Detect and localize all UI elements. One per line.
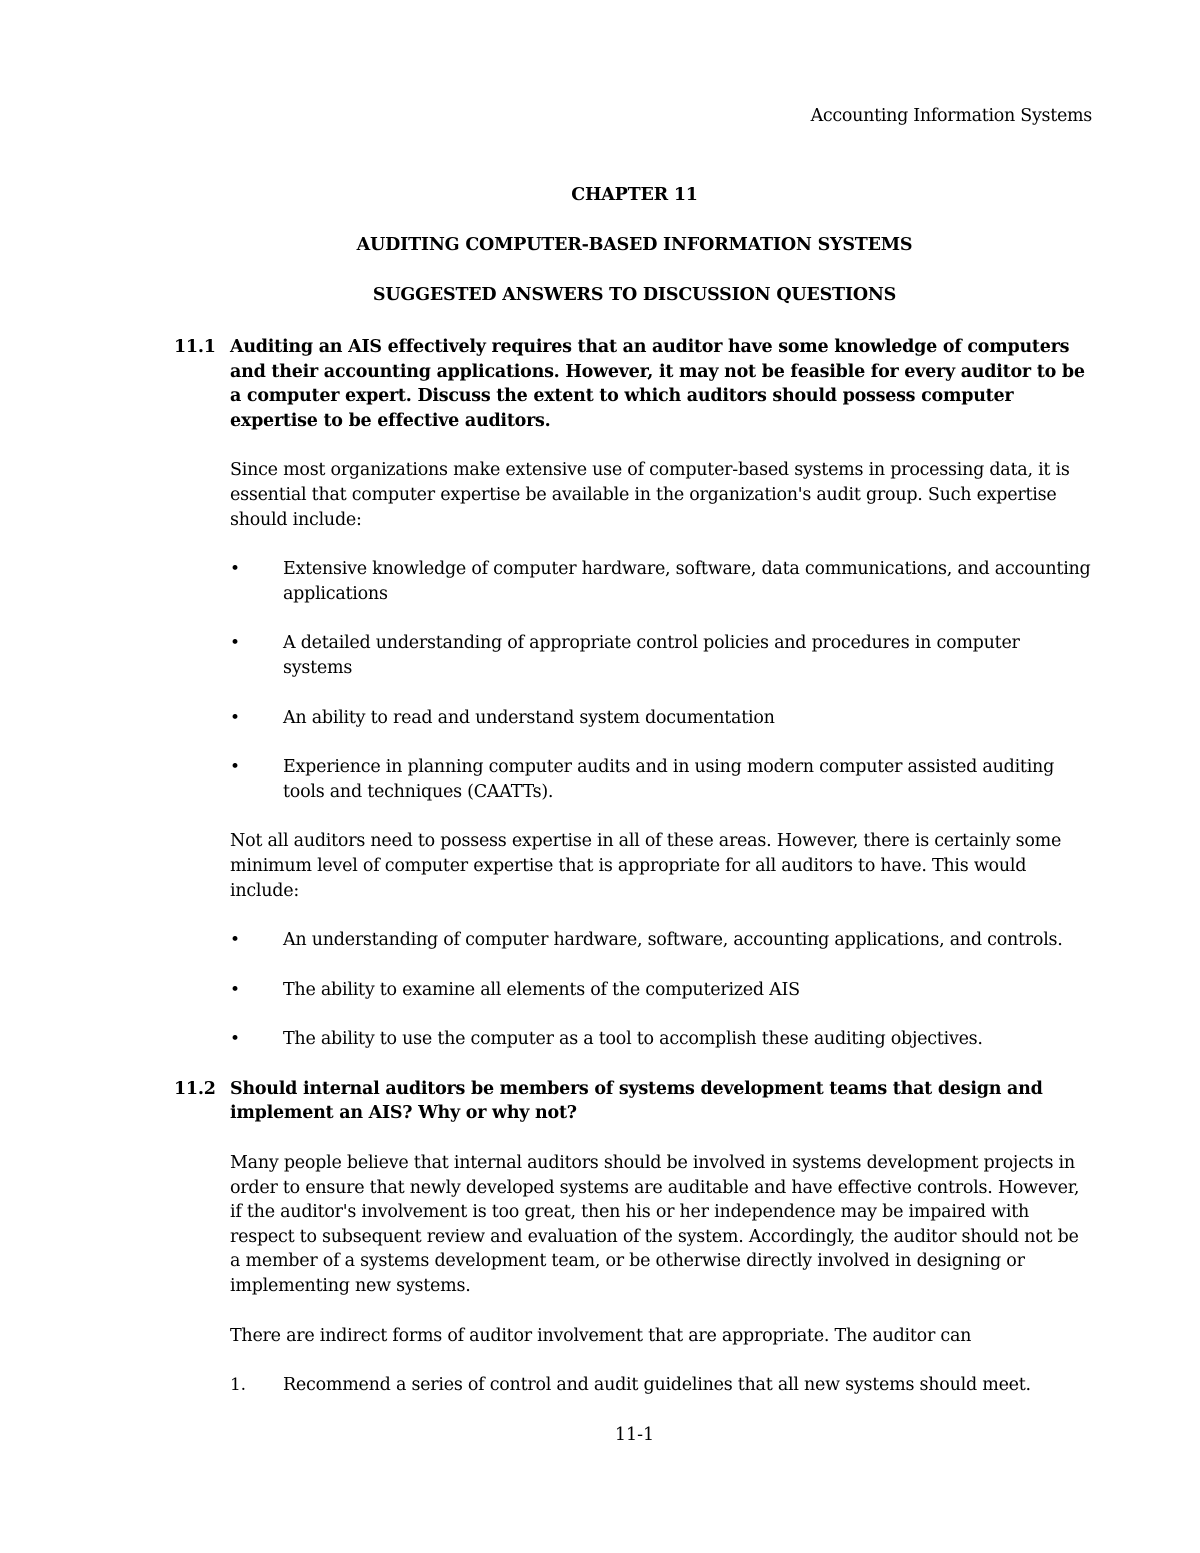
- question-text: Should internal auditors be members of systems development teams that design and implement an AIS? Why or why not?: [230, 1078, 1043, 1124]
- list-item: 1. Recommend a series of control and audit guidelines that all new systems should meet.: [230, 1373, 1094, 1398]
- bullet-icon: •: [230, 757, 240, 778]
- answer-paragraph: Not all auditors need to possess expertise in all of these areas. However, there is certainly some minimum level of computer expertise that is appropriate for all auditors to have. This would include:: [230, 831, 1062, 901]
- question-11-1: [174, 335, 1094, 433]
- question-text: Auditing an AIS effectively requires that an auditor have some knowledge of computers and their accounting applications. However, it may not be feasible for every auditor to be a computer expert. Discuss the extent to which auditors should possess computer expertise to be effective auditors.: [230, 337, 1085, 431]
- chapter-heading: CHAPTER 11: [571, 185, 698, 205]
- list-item: • A detailed understanding of appropriate control policies and procedures in computer systems: [230, 631, 1094, 680]
- list-item: • Extensive knowledge of computer hardware, software, data communications, and accounting applications: [230, 557, 1094, 606]
- answer-paragraph: Many people believe that internal auditors should be involved in systems development projects in order to ensure that newly developed systems are auditable and have effective controls. However, if the auditor's involvement is too great, then his or her independence may be impaired with respect to subsequent review and evaluation of the system. Accordingly, the auditor should not be a member of a systems development team, or be otherwise directly involved in designing or implementing new systems.: [230, 1153, 1080, 1297]
- list-item: • Experience in planning computer audits and in using modern computer assisted auditing tools and techniques (CAATTs).: [230, 755, 1094, 804]
- bullet-icon: •: [230, 979, 240, 1000]
- chapter-title: AUDITING COMPUTER-BASED INFORMATION SYSTEMS: [356, 235, 913, 255]
- bullet-icon: •: [230, 707, 240, 728]
- bullet-icon: •: [230, 930, 240, 951]
- item-number: 1.: [230, 1375, 246, 1396]
- document-body: [174, 335, 1094, 1398]
- question-number: 11.2: [174, 1078, 216, 1099]
- list-item: • An understanding of computer hardware, software, accounting applications, and controls.: [230, 928, 1094, 953]
- bullet-icon: •: [230, 633, 240, 654]
- question-number: 11.1: [174, 337, 216, 357]
- bullet-icon: •: [230, 559, 240, 580]
- bullet-list: [230, 557, 1094, 804]
- numbered-list: [230, 1373, 1094, 1398]
- answer-paragraph: There are indirect forms of auditor involvement that are appropriate. The auditor can: [230, 1325, 972, 1346]
- question-11-2: [174, 1077, 1094, 1126]
- list-item: • An ability to read and understand system documentation: [230, 706, 1094, 731]
- list-item: • The ability to examine all elements of the computerized AIS: [230, 978, 1094, 1003]
- page-number: 11-1: [614, 1425, 655, 1445]
- list-item: • The ability to use the computer as a tool to accomplish these auditing objectives.: [230, 1027, 1094, 1052]
- answer-paragraph: Since most organizations make extensive use of computer-based systems in processing data, it is essential that computer expertise be available in the organization's audit group. Such expertise should include:: [230, 460, 1070, 530]
- bullet-list: [230, 928, 1094, 1052]
- section-title: SUGGESTED ANSWERS TO DISCUSSION QUESTIONS: [372, 285, 897, 305]
- bullet-icon: •: [230, 1029, 240, 1050]
- running-header: Accounting Information Systems: [810, 106, 1092, 126]
